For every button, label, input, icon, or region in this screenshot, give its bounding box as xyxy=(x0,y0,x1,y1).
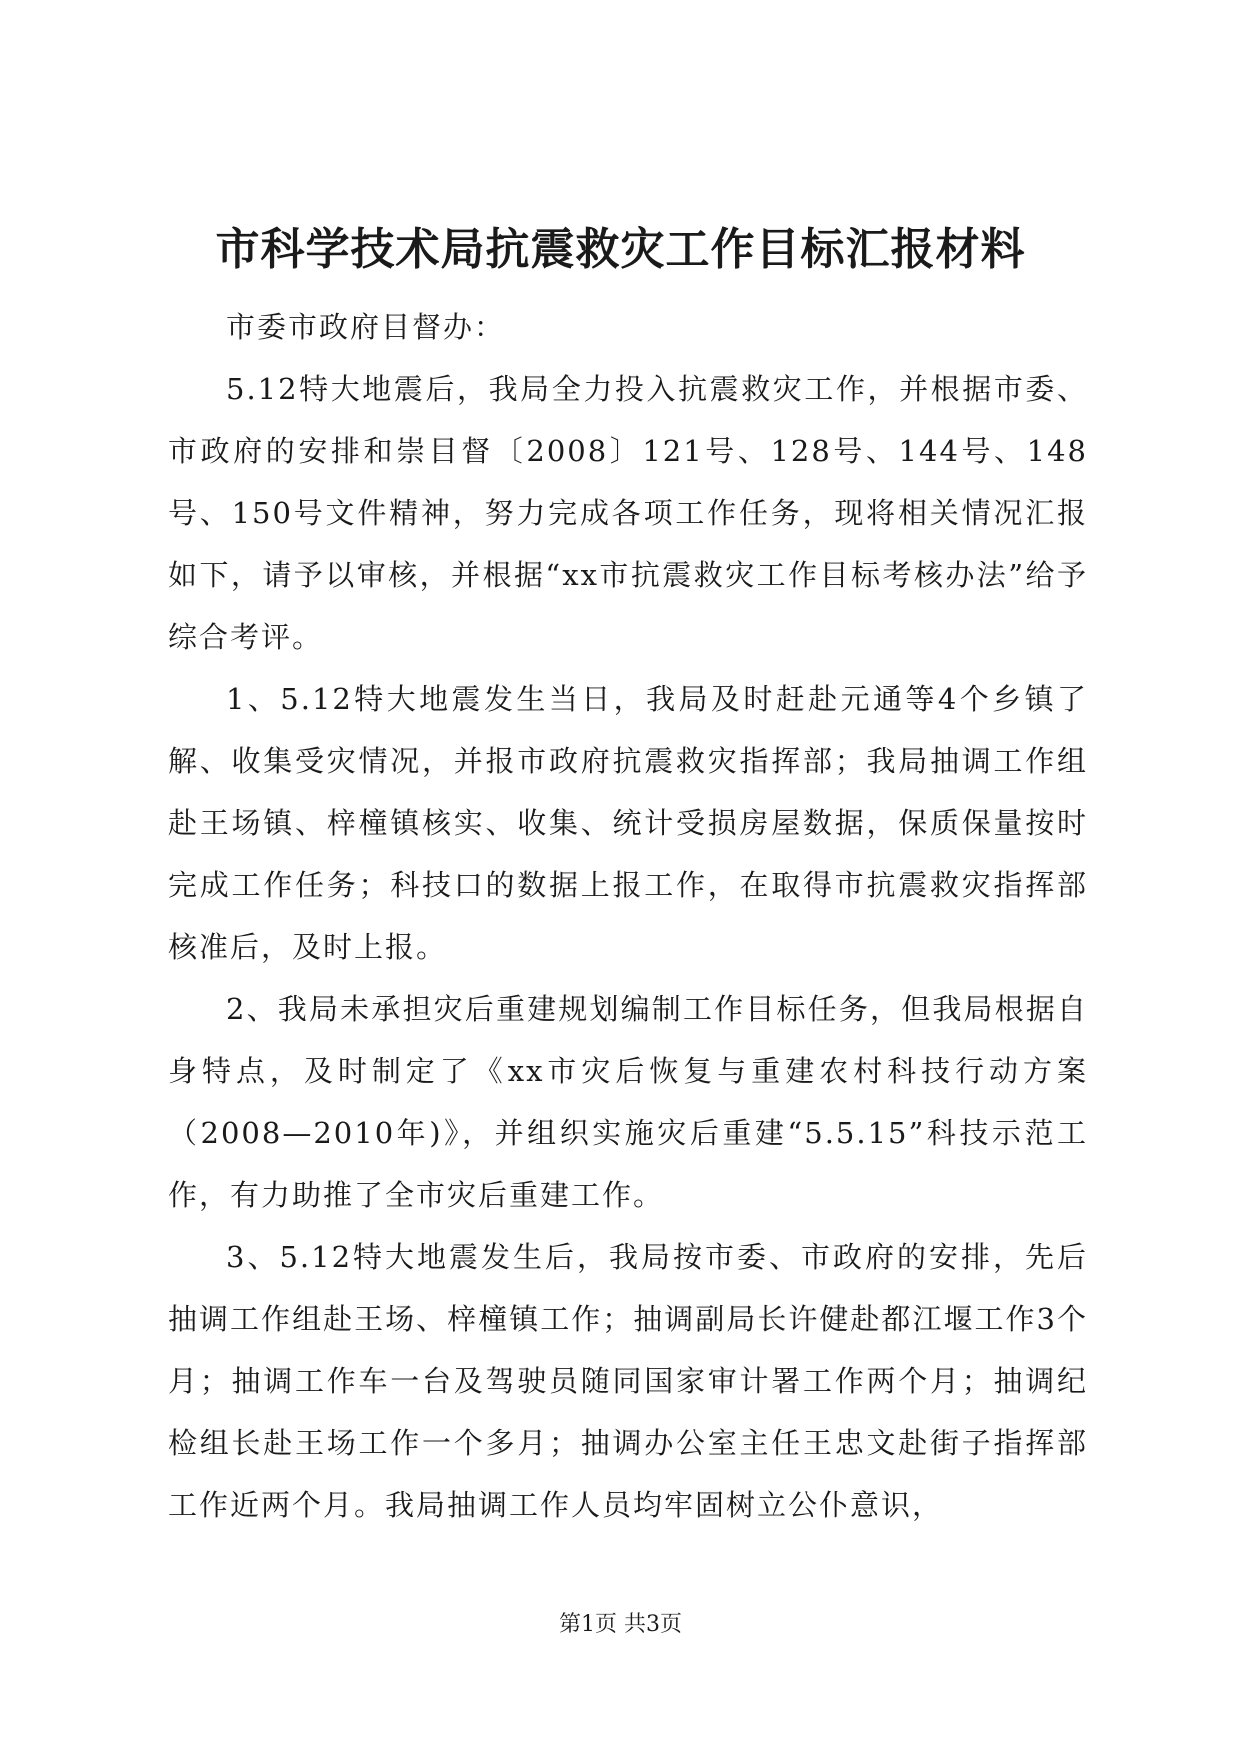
paragraph-item-3: 3、5.12特大地震发生后，我局按市委、市政府的安排，先后抽调工作组赴王场、梓橦镇工作；抽调副局长许健赴都江堰工作3个月；抽调工作车一台及驾驶员随同国家审计署工作两个月；抽调纪检组长赴王场工作一个多月；抽调办公室主任王忠文赴街子指挥部工作近两个月。我局抽调工作人员均牢固树立公仆意识， xyxy=(168,1240,1088,1522)
document-body xyxy=(168,296,1088,1536)
page-number-footer: 第1页 共3页 xyxy=(559,1612,682,1637)
paragraph-item-2: 2、我局未承担灾后重建规划编制工作目标任务，但我局根据自身特点，及时制定了《xx市灾后恢复与重建农村科技行动方案（2008—2010年)》，并组织实施灾后重建“5.5.15”科技示范工作，有力助推了全市灾后重建工作。 xyxy=(168,992,1088,1212)
paragraph-item-1: 1、5.12特大地震发生当日，我局及时赶赴元通等4个乡镇了解、收集受灾情况，并报市政府抗震救灾指挥部；我局抽调工作组赴王场镇、梓橦镇核实、收集、统计受损房屋数据，保质保量按时完成工作任务；科技口的数据上报工作，在取得市抗震救灾指挥部核准后，及时上报。 xyxy=(168,682,1088,964)
document-title: 市科学技术局抗震救灾工作目标汇报材料 xyxy=(215,224,1026,275)
salutation: 市委市政府目督办： xyxy=(226,310,506,344)
paragraph-intro: 5.12特大地震后，我局全力投入抗震救灾工作，并根据市委、市政府的安排和崇目督〔2008〕121号、128号、144号、148号、150号文件精神，努力完成各项工作任务，现将相关情况汇报如下，请予以审核，并根据“xx市抗震救灾工作目标考核办法”给予综合考评。 xyxy=(168,372,1088,654)
